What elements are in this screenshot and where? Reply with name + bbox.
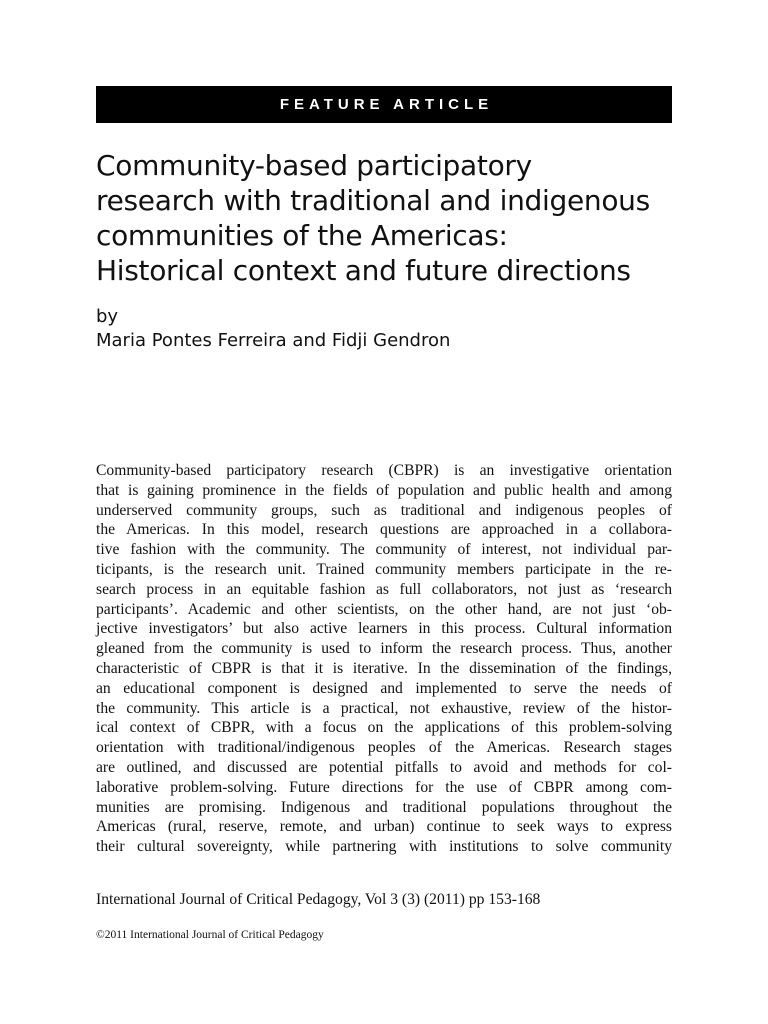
feature-article-banner	[96, 86, 672, 123]
article-title	[96, 148, 676, 288]
abstract-line: underserved community groups, such as traditional and indigenous peoples of	[96, 501, 672, 519]
abstract-line: their cultural sovereignty, while partnering with institutions to solve community	[96, 838, 672, 856]
abstract-line: search process in an equitable fashion as full collaborators, not just as ‘research	[96, 580, 672, 598]
abstract-line: characteristic of CBPR is that it is iterative. In the dissemination of the findings,	[96, 659, 672, 677]
title-line: communities of the Americas:	[96, 219, 508, 252]
title-line: Historical context and future directions	[96, 254, 631, 287]
byline-by: by	[96, 306, 119, 327]
byline	[96, 305, 450, 353]
abstract-line: tive fashion with the community. The community of interest, not individual par-	[96, 541, 672, 559]
abstract-line: orientation with traditional/indigenous peoples of the Americas. Research stages	[96, 739, 672, 757]
copyright-notice: ©2011 International Journal of Critical Pedagogy	[96, 929, 324, 941]
abstract-line: participants’. Academic and other scientists, on the other hand, are not just ‘ob-	[96, 600, 672, 618]
abstract-line: Americas (rural, reserve, remote, and urban) continue to seek ways to express	[96, 818, 672, 836]
abstract-line: an educational component is designed and implemented to serve the needs of	[96, 679, 672, 697]
abstract-line: munities are promising. Indigenous and traditional populations throughout the	[96, 798, 672, 816]
abstract-line: ical context of CBPR, with a focus on the applications of this problem-solving	[96, 719, 672, 737]
abstract-line: gleaned from the community is used to inform the research process. Thus, another	[96, 640, 672, 658]
title-line: Community-based participatory	[96, 149, 532, 182]
byline-authors: Maria Pontes Ferreira and Fidji Gendron	[96, 330, 451, 351]
abstract-line: the community. This article is a practical, not exhaustive, review of the histor-	[96, 699, 672, 717]
abstract-line: the Americas. In this model, research questions are approached in a collabora-	[96, 521, 672, 539]
abstract-line: that is gaining prominence in the fields of population and public health and among	[96, 481, 672, 499]
journal-citation: International Journal of Critical Pedagogy, Vol 3 (3) (2011) pp 153-168	[96, 891, 541, 908]
abstract-line: jective investigators’ but also active learners in this process. Cultural information	[96, 620, 672, 638]
abstract	[96, 461, 672, 857]
banner-label: FEATURE ARTICLE	[279, 96, 494, 113]
abstract-line: ticipants, is the research unit. Trained community members participate in the re-	[96, 560, 672, 578]
title-line: research with traditional and indigenous	[96, 184, 650, 217]
abstract-line: laborative problem-solving. Future directions for the use of CBPR among com-	[96, 778, 672, 796]
abstract-line: are outlined, and discussed are potential pitfalls to avoid and methods for col-	[96, 758, 672, 776]
abstract-line: Community-based participatory research (CBPR) is an investigative orientation	[96, 462, 672, 479]
